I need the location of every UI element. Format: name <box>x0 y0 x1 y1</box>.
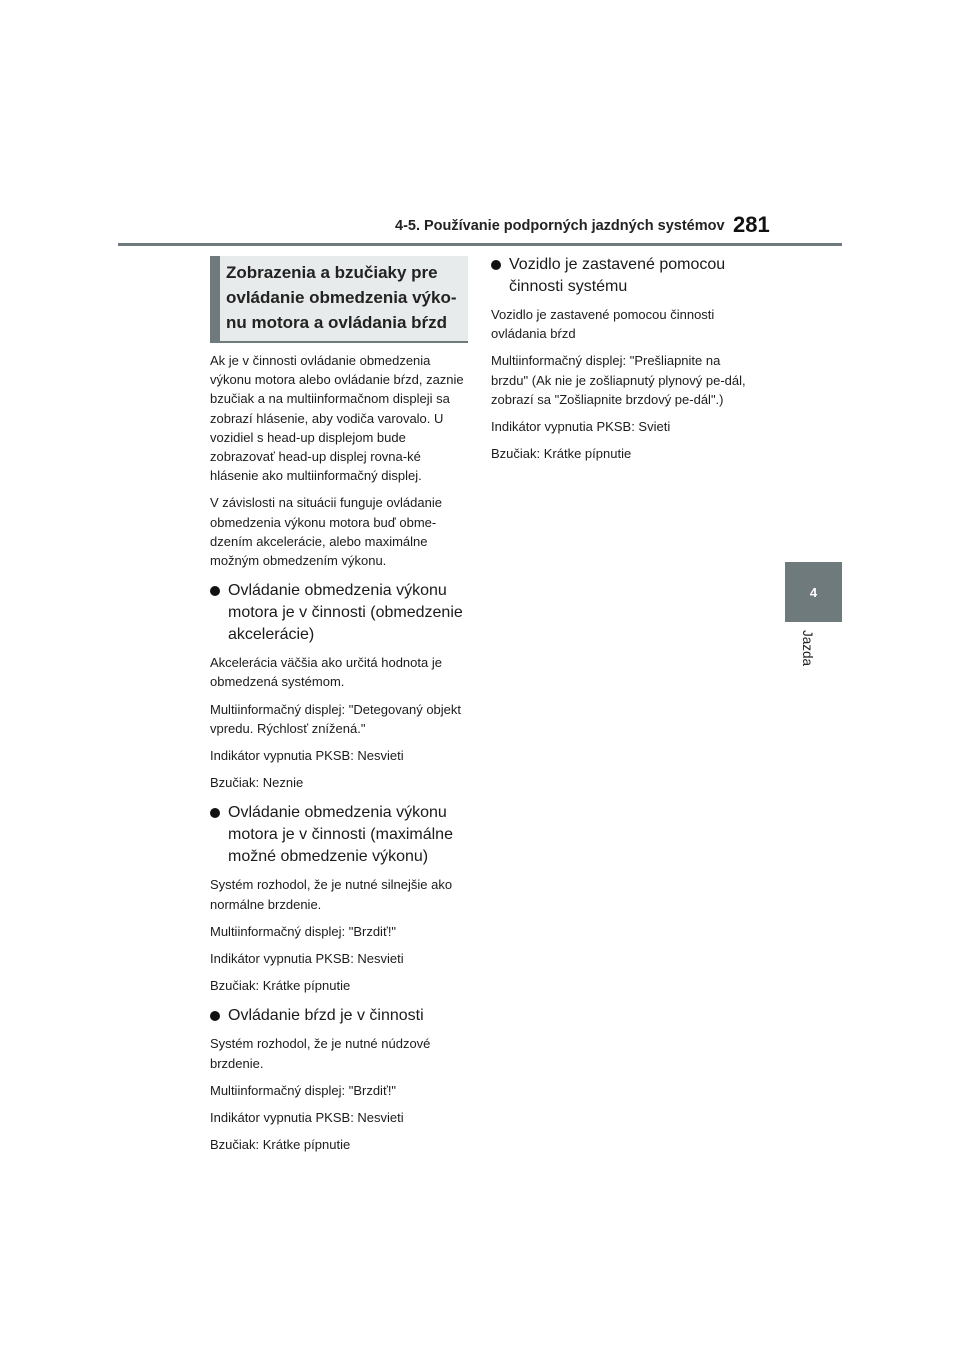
item-line: Indikátor vypnutia PKSB: Svieti <box>491 419 671 435</box>
chapter-tab <box>785 562 842 622</box>
header-rule <box>118 243 842 246</box>
item-line: Multiinformačný displej: "Prešliapnite na brzdu" (Ak nie je zošliapnutý plynový pe-dál, zobrazí sa "Zošliapnite brzdový pe-dál".) <box>491 353 746 407</box>
item-line: Indikátor vypnutia PKSB: Nesvieti <box>210 951 404 967</box>
item-line: Indikátor vypnutia PKSB: Nesvieti <box>210 748 404 764</box>
intro-paragraph: Ak je v činnosti ovládanie obmedzenia výkonu motora alebo ovládanie bŕzd, zaznie bzučiak a na multiinformačnom displeji sa zobrazí hlásenie, aby vodiča varovalo. U vozidiel s head-up displejom bude zobrazovať head-up displej rovna-ké hlásenie ako multiinformačný displej. <box>210 353 464 484</box>
chapter-number: 4 <box>809 584 818 600</box>
bullet-dot-icon <box>210 586 220 596</box>
item-line: Systém rozhodol, že je nutné silnejšie ako normálne brzdenie. <box>210 877 453 912</box>
item-line: Bzučiak: Krátke pípnutie <box>210 978 351 994</box>
bullet-heading <box>491 254 753 298</box>
section-heading-box <box>210 256 468 343</box>
bullet-heading-text: Ovládanie bŕzd je v činnosti <box>228 1007 424 1025</box>
left-column <box>210 256 468 1162</box>
right-column <box>491 252 753 471</box>
item-line: Indikátor vypnutia PKSB: Nesvieti <box>210 1110 404 1126</box>
bullet-heading-text: Ovládanie obmedzenia výkonu motora je v činnosti (maximálne možné obmedzenie výkonu) <box>228 804 453 866</box>
bullet-heading <box>210 802 468 868</box>
item-line: Bzučiak: Krátke pípnutie <box>210 1137 351 1153</box>
intro-paragraph: V závislosti na situácii funguje ovládanie obmedzenia výkonu motora buď obme-dzením akcelerácie, alebo maximálne možným obmedzením výkonu. <box>210 495 442 569</box>
item-line: Systém rozhodol, že je nutné núdzové brzdenie. <box>210 1036 431 1071</box>
bullet-heading <box>210 580 468 646</box>
item-line: Multiinformačný displej: "Brzdiť!" <box>210 923 397 939</box>
bullet-dot-icon <box>210 808 220 818</box>
item-line: Bzučiak: Neznie <box>210 775 304 791</box>
item-line: Multiinformačný displej: "Brzdiť!" <box>210 1082 397 1098</box>
item-line: Vozidlo je zastavené pomocou činnosti ovládania bŕzd <box>491 307 715 342</box>
item-line: Bzučiak: Krátke pípnutie <box>491 446 632 462</box>
running-header-title: 4-5. Používanie podporných jazdných systémov <box>395 218 725 234</box>
item-line: Akcelerácia väčšia ako určitá hodnota je obmedzená systémom. <box>210 655 442 690</box>
bullet-dot-icon <box>210 1011 220 1021</box>
section-heading: Zobrazenia a bzučiaky pre ovládanie obmedzenia výko-nu motora a ovládania bŕzd <box>226 263 457 332</box>
chapter-name: Jazda <box>800 630 815 667</box>
page-number: 281 <box>733 212 770 237</box>
bullet-heading-text: Vozidlo je zastavené pomocou činnosti systému <box>509 256 726 295</box>
item-line: Multiinformačný displej: "Detegovaný objekt vpredu. Rýchlosť znížená." <box>210 701 462 736</box>
bullet-dot-icon <box>491 260 501 270</box>
bullet-heading-text: Ovládanie obmedzenia výkonu motora je v činnosti (obmedzenie akcelerácie) <box>228 582 463 644</box>
bullet-heading <box>210 1005 468 1027</box>
